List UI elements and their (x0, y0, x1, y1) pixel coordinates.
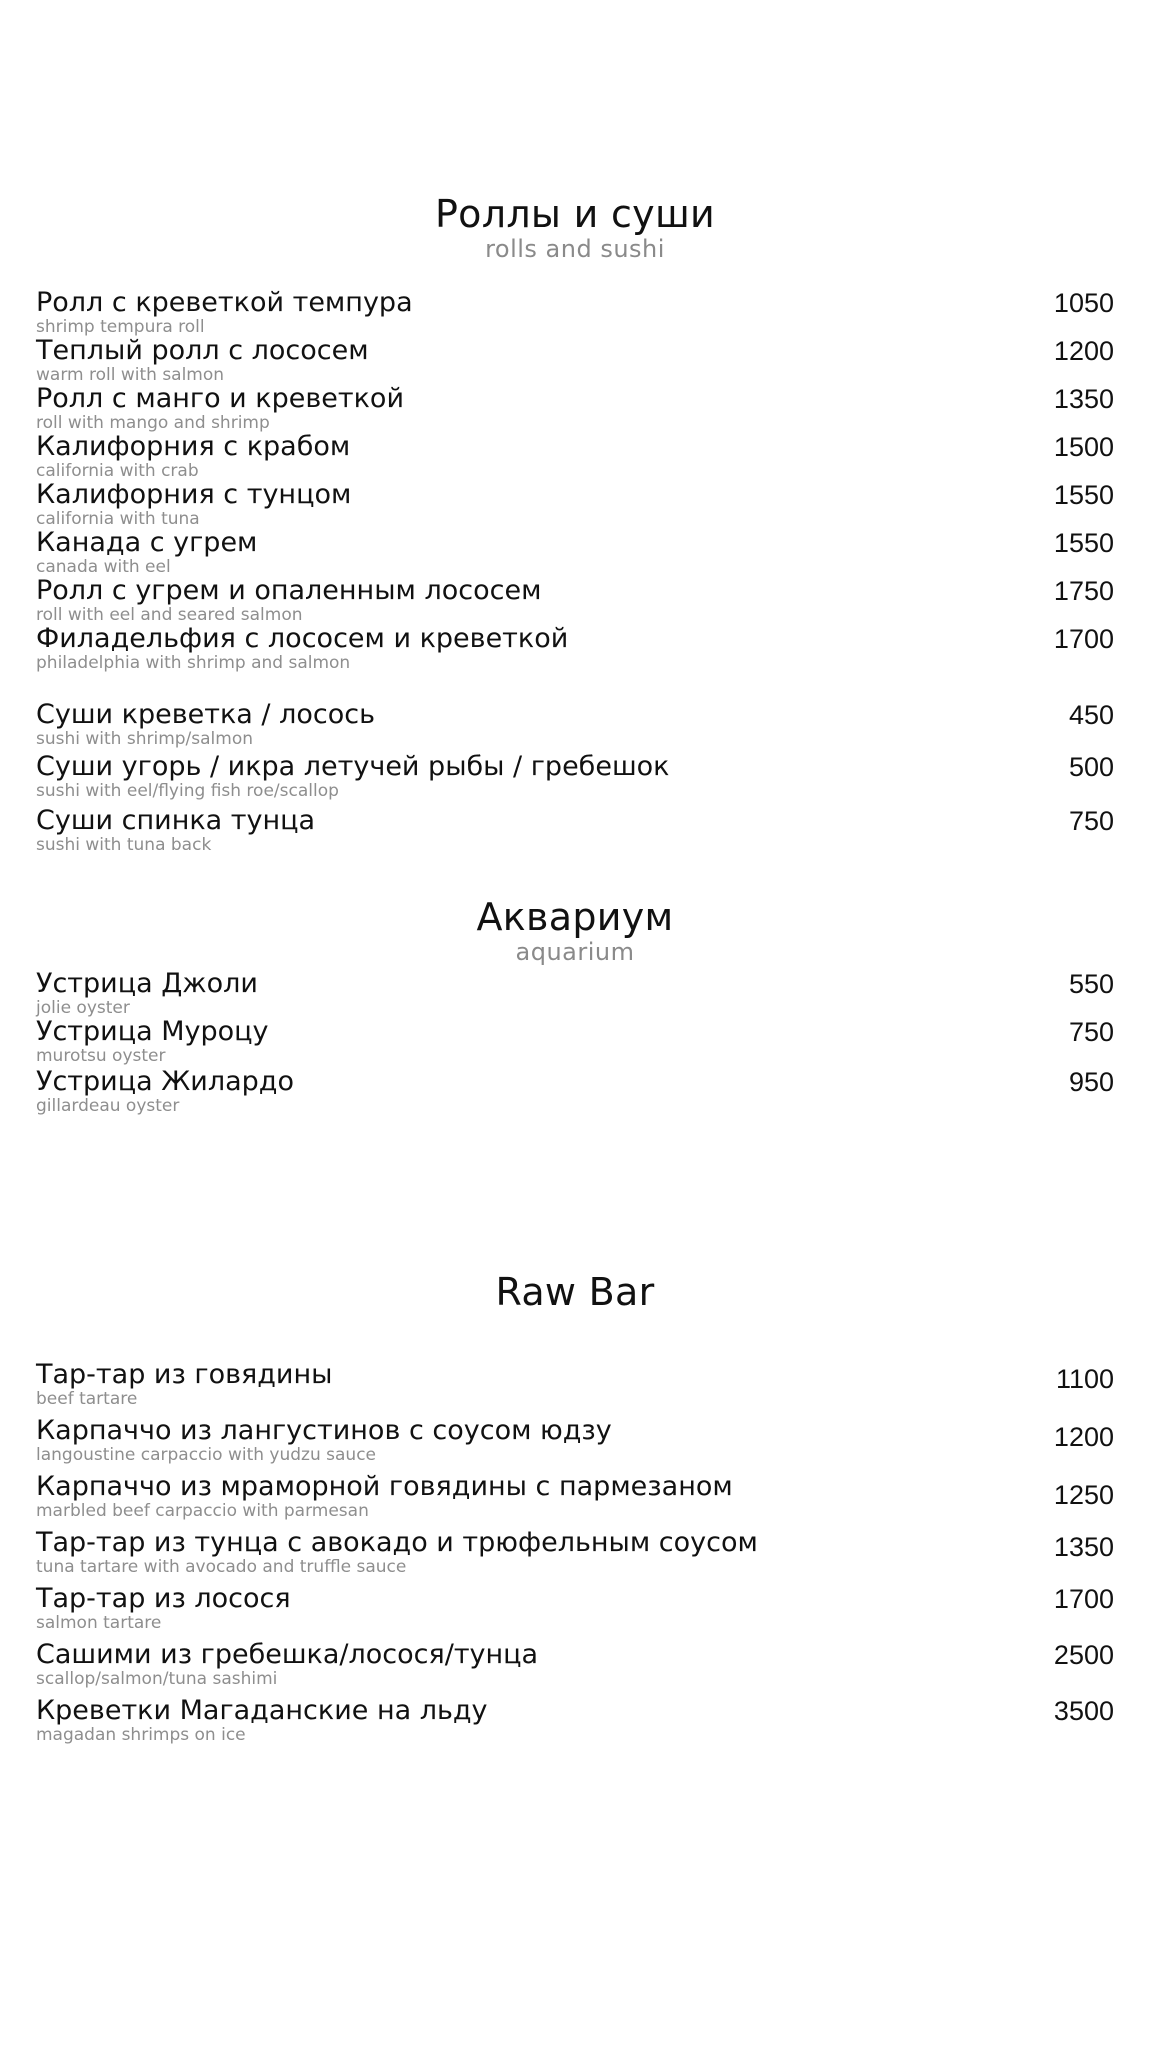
item-price: 1750 (1053, 576, 1114, 606)
item-price: 1350 (1053, 384, 1114, 414)
item-name: Суши спинка тунца (36, 805, 316, 836)
item-translation: salmon tartare (36, 1613, 162, 1633)
menu-items (36, 969, 1114, 1119)
menu-item (36, 1416, 1114, 1472)
menu-item (36, 384, 1114, 432)
item-translation: roll with eel and seared salmon (36, 605, 303, 625)
item-name: Калифорния с тунцом (36, 479, 352, 510)
section-header (36, 192, 1114, 262)
item-price: 1200 (1053, 1422, 1114, 1452)
item-translation: roll with mango and shrimp (36, 413, 270, 433)
menu-item (36, 806, 1114, 858)
item-price: 1550 (1053, 480, 1114, 510)
menu-item (36, 752, 1114, 806)
item-translation: philadelphia with shrimp and salmon (36, 653, 351, 673)
item-translation: magadan shrimps on ice (36, 1725, 246, 1745)
section-header (36, 1270, 1114, 1314)
item-price: 1350 (1053, 1532, 1114, 1562)
item-name: Ролл с креветкой темпура (36, 287, 413, 318)
item-price: 1500 (1053, 432, 1114, 462)
item-price: 1050 (1053, 288, 1114, 318)
item-name: Устрица Джоли (36, 968, 258, 999)
item-price: 2500 (1053, 1640, 1114, 1670)
item-price: 1700 (1053, 624, 1114, 654)
item-translation: shrimp tempura roll (36, 317, 205, 337)
item-translation: marbled beef carpaccio with parmesan (36, 1501, 369, 1521)
item-translation: canada with eel (36, 557, 171, 577)
item-price: 450 (1068, 700, 1114, 730)
item-name: Ролл с манго и креветкой (36, 383, 404, 414)
item-price: 500 (1068, 752, 1114, 782)
menu-item (36, 1584, 1114, 1640)
item-name: Тар-тар из лосося (36, 1583, 291, 1614)
section-aquarium (36, 895, 1114, 1119)
menu-item (36, 700, 1114, 752)
item-translation: california with tuna (36, 509, 200, 529)
item-translation: sushi with shrimp/salmon (36, 729, 254, 749)
item-name: Суши креветка / лосось (36, 699, 375, 730)
menu-item (36, 1017, 1114, 1067)
item-name: Калифорния с крабом (36, 431, 351, 462)
item-name: Устрица Жилардо (36, 1066, 294, 1097)
item-price: 750 (1068, 806, 1114, 836)
item-name: Тар-тар из говядины (36, 1359, 333, 1390)
menu-item (36, 1640, 1114, 1696)
item-name: Канада с угрем (36, 527, 258, 558)
item-price: 550 (1068, 969, 1114, 999)
item-translation: sushi with eel/flying fish roe/scallop (36, 781, 339, 801)
item-price: 1100 (1055, 1364, 1114, 1394)
item-name: Филадельфия с лососем и креветкой (36, 623, 569, 654)
item-price: 1700 (1053, 1584, 1114, 1614)
section-raw-bar (36, 1270, 1114, 1752)
item-translation: jolie oyster (36, 998, 130, 1018)
menu-item (36, 1696, 1114, 1752)
item-translation: scallop/salmon/tuna sashimi (36, 1669, 278, 1689)
item-translation: tuna tartare with avocado and truffle sauce (36, 1557, 407, 1577)
section-title: Raw Bar (495, 1270, 655, 1314)
item-name: Карпаччо из мраморной говядины с пармезаном (36, 1471, 733, 1502)
item-translation: warm roll with salmon (36, 365, 225, 385)
menu-items (36, 288, 1114, 858)
item-name: Карпаччо из лангустинов с соусом юдзу (36, 1415, 612, 1446)
item-price: 950 (1068, 1067, 1114, 1097)
menu-items (36, 1360, 1114, 1752)
item-name: Креветки Магаданские на льду (36, 1695, 488, 1726)
item-translation: gillardeau oyster (36, 1096, 180, 1116)
menu-item (36, 1472, 1114, 1528)
menu-item (36, 1528, 1114, 1584)
section-title: Аквариум (476, 895, 674, 939)
section-subtitle: aquarium (515, 938, 635, 966)
menu-item (36, 528, 1114, 576)
item-translation: sushi with tuna back (36, 835, 212, 855)
menu-item (36, 336, 1114, 384)
menu-item (36, 969, 1114, 1017)
section-title: Роллы и суши (434, 192, 716, 236)
section-subtitle: rolls and sushi (485, 235, 665, 263)
menu-item (36, 1067, 1114, 1119)
item-translation: beef tartare (36, 1389, 138, 1409)
item-name: Тар-тар из тунца с авокадо и трюфельным соусом (36, 1527, 758, 1558)
item-translation: murotsu oyster (36, 1046, 166, 1066)
item-price: 1200 (1053, 336, 1114, 366)
item-price: 1550 (1053, 528, 1114, 558)
item-name: Сашими из гребешка/лосося/тунца (36, 1639, 539, 1670)
section-rolls-and-sushi (36, 192, 1114, 858)
item-price: 1250 (1053, 1480, 1114, 1510)
menu-item (36, 432, 1114, 480)
item-name: Ролл с угрем и опаленным лососем (36, 575, 542, 606)
item-translation: langoustine carpaccio with yudzu sauce (36, 1445, 376, 1465)
menu-item (36, 1360, 1114, 1416)
item-name: Устрица Муроцу (36, 1016, 269, 1047)
item-name: Суши угорь / икра летучей рыбы / гребешок (36, 751, 670, 782)
menu-item (36, 480, 1114, 528)
menu-item (36, 624, 1114, 672)
menu-item (36, 288, 1114, 336)
item-translation: california with crab (36, 461, 199, 481)
item-name: Теплый ролл с лососем (36, 335, 369, 366)
menu-item (36, 576, 1114, 624)
section-header (36, 895, 1114, 965)
item-price: 3500 (1053, 1696, 1114, 1726)
item-price: 750 (1068, 1017, 1114, 1047)
